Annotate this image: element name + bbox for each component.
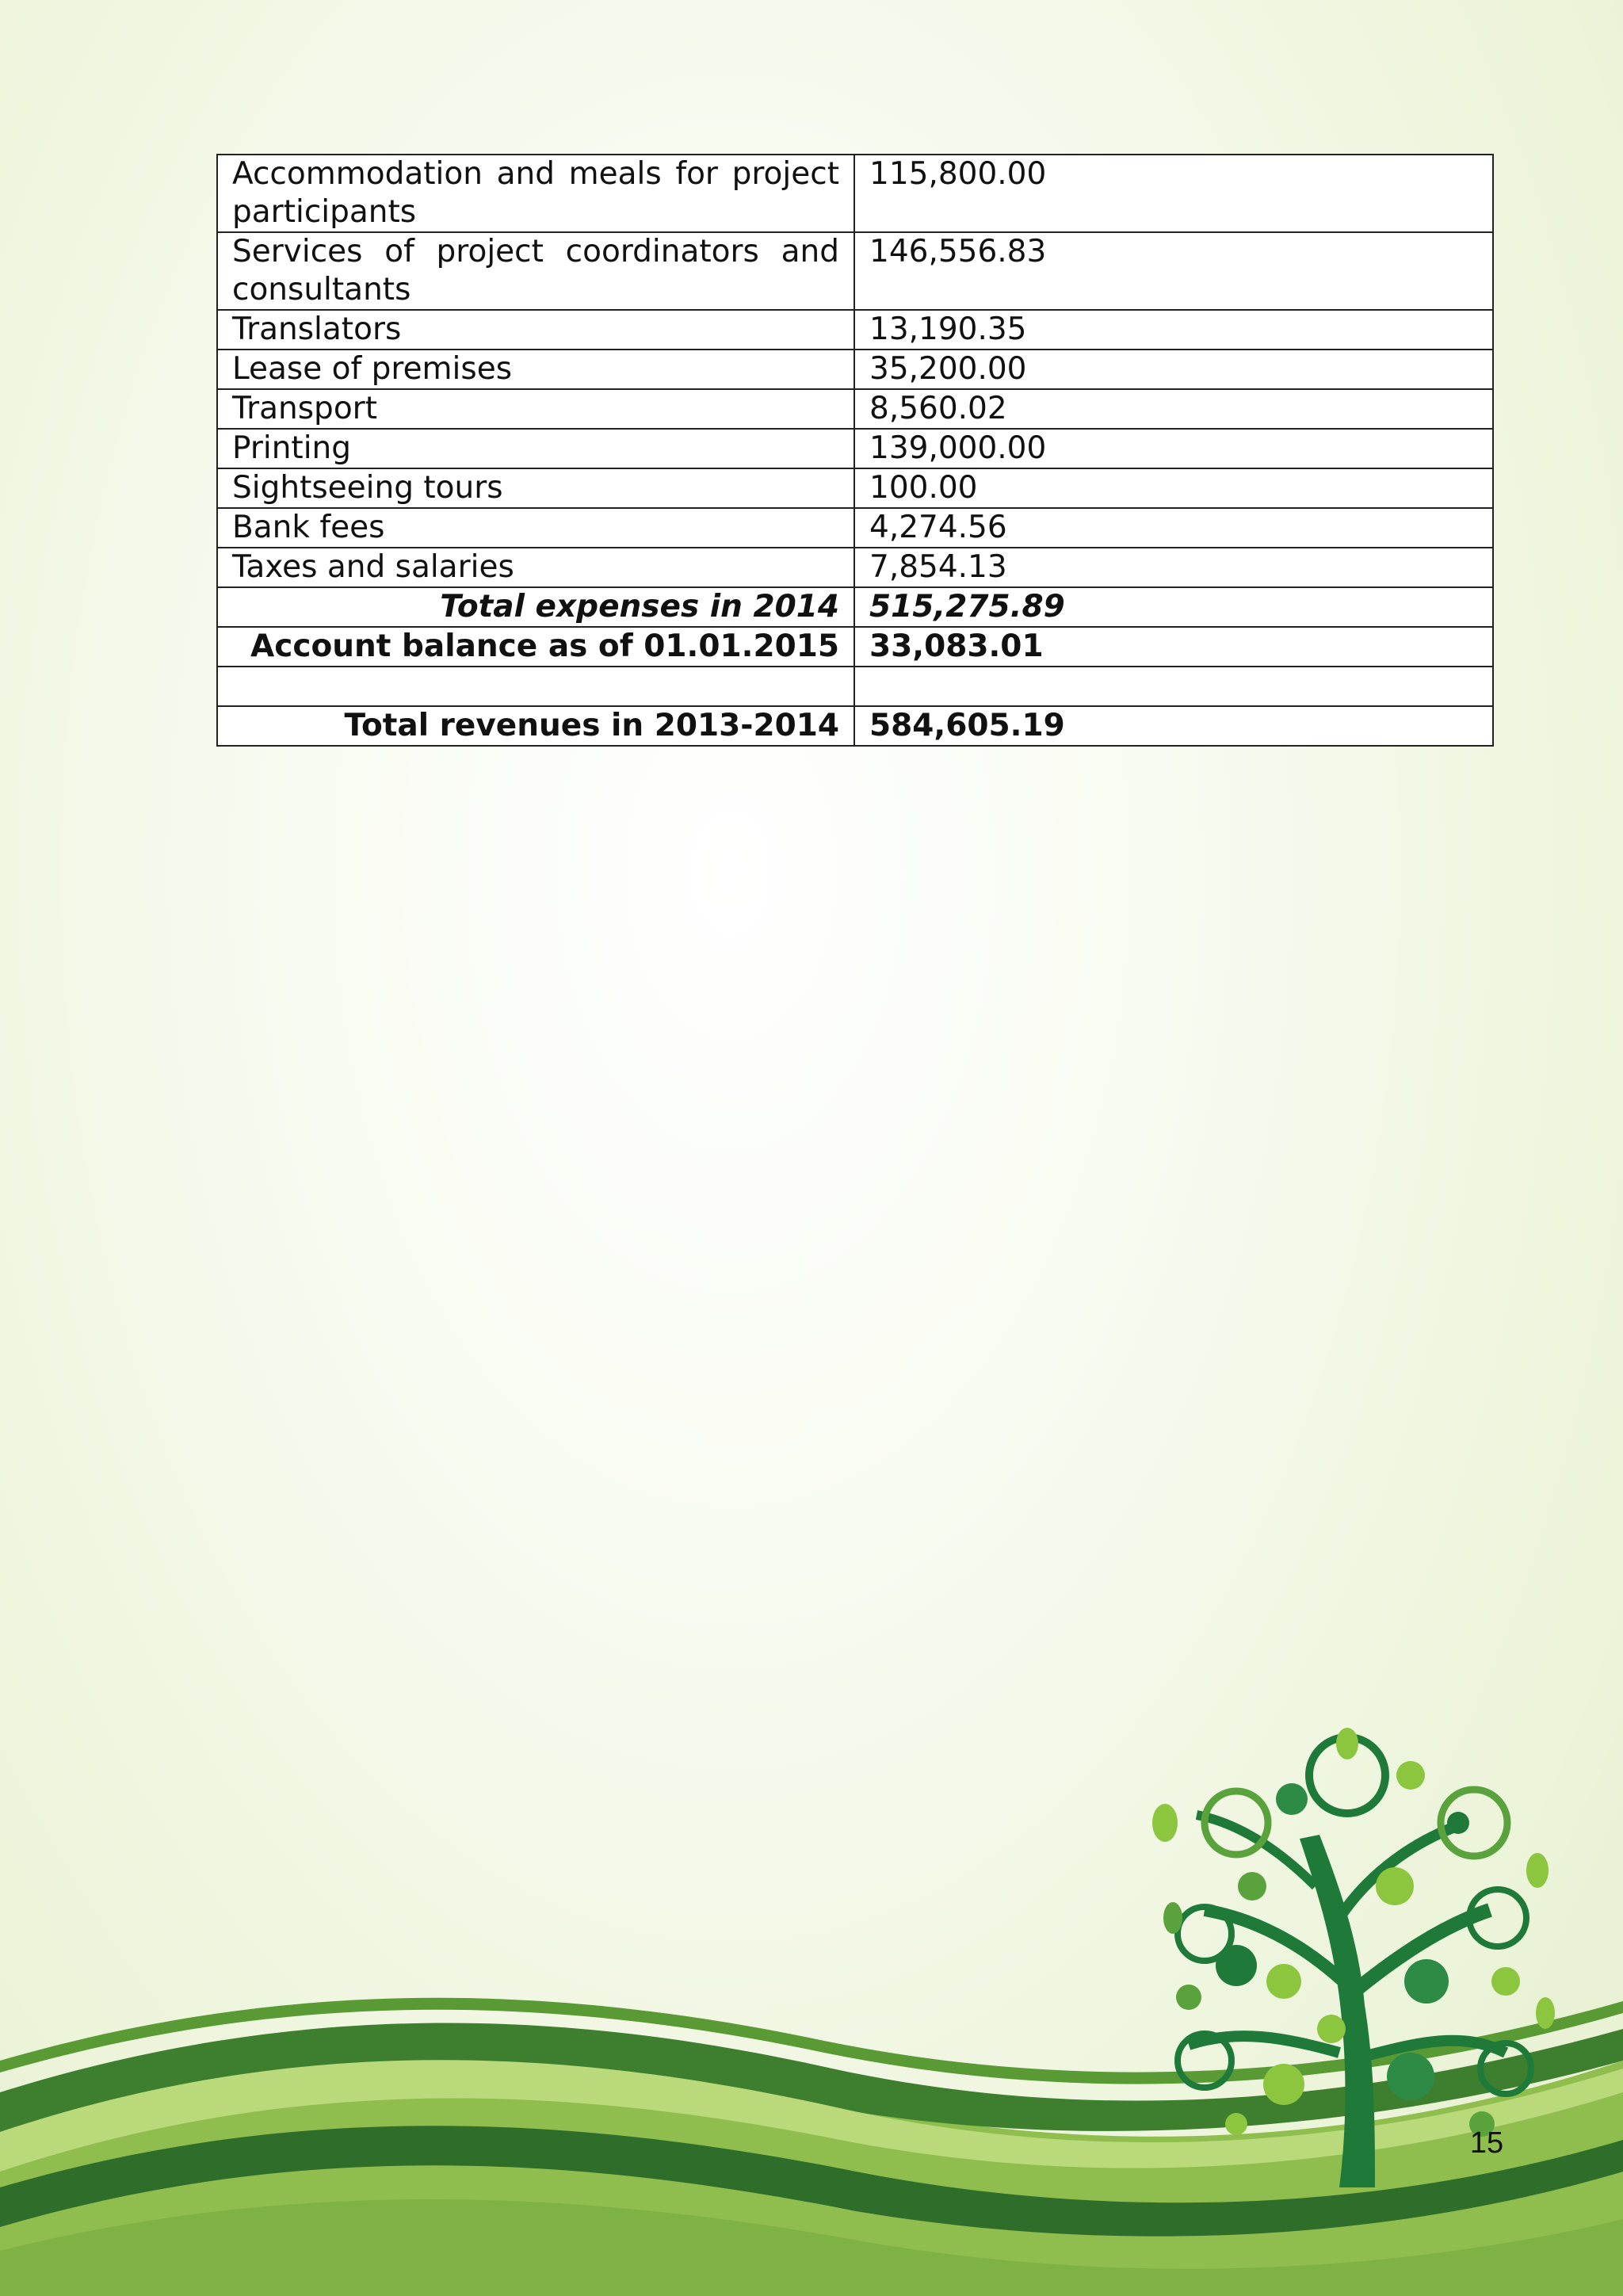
row-value: 35,200.00	[854, 350, 1493, 389]
row-label: Bank fees	[217, 508, 854, 548]
account-balance-label: Account balance as of 01.01.2015	[217, 627, 854, 667]
row-value: 146,556.83	[854, 232, 1493, 310]
row-label: Taxes and salaries	[217, 548, 854, 587]
row-value: 7,854.13	[854, 548, 1493, 587]
row-label: Sightseeing tours	[217, 468, 854, 508]
row-value: 139,000.00	[854, 429, 1493, 468]
row-label: Printing	[217, 429, 854, 468]
total-expenses-label: Total expenses in 2014	[217, 587, 854, 627]
row-label: Accommodation and meals for project participants	[217, 155, 854, 232]
row-label: Services of project coordinators and consultants	[217, 232, 854, 310]
row-label: Translators	[217, 310, 854, 350]
row-label: Transport	[217, 389, 854, 429]
row-value: 8,560.02	[854, 389, 1493, 429]
row-label: Lease of premises	[217, 350, 854, 389]
total-expenses-value: 515,275.89	[854, 587, 1493, 627]
row-value: 13,190.35	[854, 310, 1493, 350]
row-value: 4,274.56	[854, 508, 1493, 548]
total-revenues-value: 584,605.19	[854, 706, 1493, 746]
total-revenues-label: Total revenues in 2013-2014	[217, 706, 854, 746]
row-value: 115,800.00	[854, 155, 1493, 232]
page-number: 15	[1469, 2126, 1504, 2160]
row-value: 100.00	[854, 468, 1493, 508]
account-balance-value: 33,083.01	[854, 627, 1493, 667]
